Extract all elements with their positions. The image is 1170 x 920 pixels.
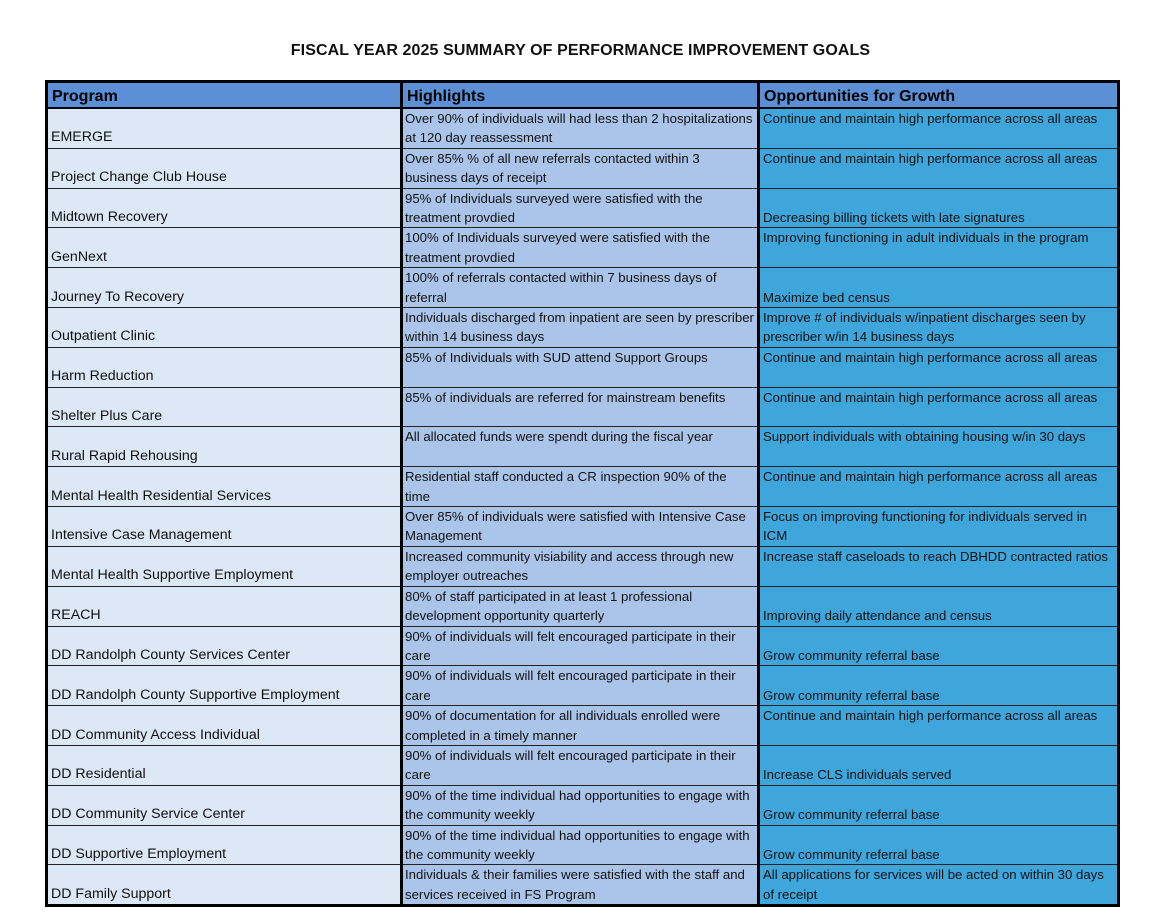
- highlight-cell: 90% of individuals will felt encouraged participate in their care: [402, 626, 759, 666]
- table-row: [47, 706, 1119, 746]
- highlight-cell: Over 85% of individuals were satisfied with Intensive Case Management: [402, 507, 759, 547]
- growth-cell: Continue and maintain high performance across all areas: [759, 706, 1119, 746]
- program-cell: Outpatient Clinic: [47, 308, 402, 348]
- growth-cell: Continue and maintain high performance across all areas: [759, 148, 1119, 188]
- program-cell: EMERGE: [47, 108, 402, 148]
- growth-cell: Focus on improving functioning for individuals served in ICM: [759, 507, 1119, 547]
- growth-cell: Improving functioning in adult individuals in the program: [759, 228, 1119, 268]
- table-row: [47, 666, 1119, 706]
- highlight-cell: 85% of individuals are referred for mainstream benefits: [402, 387, 759, 427]
- program-cell: DD Randolph County Supportive Employment: [47, 666, 402, 706]
- highlight-cell: 90% of the time individual had opportunities to engage with the community weekly: [402, 825, 759, 865]
- program-cell: Journey To Recovery: [47, 268, 402, 308]
- growth-cell: Grow community referral base: [759, 626, 1119, 666]
- highlight-cell: 85% of Individuals with SUD attend Support Groups: [402, 347, 759, 387]
- table-row: [47, 546, 1119, 586]
- table-row: [47, 148, 1119, 188]
- highlight-cell: 95% of Individuals surveyed were satisfied with the treatment provdied: [402, 188, 759, 228]
- performance-goals-table: [45, 80, 1120, 907]
- growth-cell: Improving daily attendance and census: [759, 586, 1119, 626]
- table-row: [47, 308, 1119, 348]
- table-row: [47, 507, 1119, 547]
- column-header-program: Program: [47, 82, 402, 109]
- growth-cell: Grow community referral base: [759, 825, 1119, 865]
- table-header-row: [47, 82, 1119, 109]
- program-cell: DD Community Access Individual: [47, 706, 402, 746]
- table-row: [47, 626, 1119, 666]
- highlight-cell: 90% of documentation for all individuals enrolled were completed in a timely manner: [402, 706, 759, 746]
- program-cell: Intensive Case Management: [47, 507, 402, 547]
- table-row: [47, 387, 1119, 427]
- table-row: [47, 785, 1119, 825]
- table-row: [47, 745, 1119, 785]
- growth-cell: Grow community referral base: [759, 666, 1119, 706]
- table-row: [47, 347, 1119, 387]
- highlight-cell: Over 85% % of all new referrals contacted within 3 business days of receipt: [402, 148, 759, 188]
- table-row: [47, 467, 1119, 507]
- program-cell: REACH: [47, 586, 402, 626]
- growth-cell: Continue and maintain high performance across all areas: [759, 387, 1119, 427]
- highlight-cell: 90% of individuals will felt encouraged participate in their care: [402, 745, 759, 785]
- highlight-cell: 100% of referrals contacted within 7 business days of referral: [402, 268, 759, 308]
- growth-cell: Increase staff caseloads to reach DBHDD contracted ratios: [759, 546, 1119, 586]
- highlight-cell: Individuals & their families were satisfied with the staff and services received in FS Program: [402, 865, 759, 906]
- table-body: [47, 108, 1119, 906]
- growth-cell: Decreasing billing tickets with late signatures: [759, 188, 1119, 228]
- program-cell: Project Change Club House: [47, 148, 402, 188]
- growth-cell: Maximize bed census: [759, 268, 1119, 308]
- program-cell: Shelter Plus Care: [47, 387, 402, 427]
- table-row: [47, 825, 1119, 865]
- highlight-cell: Individuals discharged from inpatient are seen by prescriber within 14 business days: [402, 308, 759, 348]
- growth-cell: Increase CLS individuals served: [759, 745, 1119, 785]
- program-cell: Harm Reduction: [47, 347, 402, 387]
- highlight-cell: Over 90% of individuals will had less than 2 hospitalizations at 120 day reassessment: [402, 108, 759, 148]
- program-cell: DD Randolph County Services Center: [47, 626, 402, 666]
- program-cell: DD Family Support: [47, 865, 402, 906]
- highlight-cell: Residential staff conducted a CR inspection 90% of the time: [402, 467, 759, 507]
- program-cell: DD Community Service Center: [47, 785, 402, 825]
- growth-cell: All applications for services will be acted on within 30 days of receipt: [759, 865, 1119, 906]
- program-cell: GenNext: [47, 228, 402, 268]
- table-row: [47, 586, 1119, 626]
- highlight-cell: 80% of staff participated in at least 1 professional development opportunity quarterly: [402, 586, 759, 626]
- column-header-highlights: Highlights: [402, 82, 759, 109]
- growth-cell: Support individuals with obtaining housing w/in 30 days: [759, 427, 1119, 467]
- column-header-growth: Opportunities for Growth: [759, 82, 1119, 109]
- document-title: FISCAL YEAR 2025 SUMMARY OF PERFORMANCE IMPROVEMENT GOALS: [290, 42, 871, 59]
- highlight-cell: Increased community visiability and access through new employer outreaches: [402, 546, 759, 586]
- program-cell: Mental Health Residential Services: [47, 467, 402, 507]
- highlight-cell: 90% of the time individual had opportunities to engage with the community weekly: [402, 785, 759, 825]
- program-cell: DD Residential: [47, 745, 402, 785]
- program-cell: Midtown Recovery: [47, 188, 402, 228]
- growth-cell: Grow community referral base: [759, 785, 1119, 825]
- program-cell: DD Supportive Employment: [47, 825, 402, 865]
- table-row: [47, 427, 1119, 467]
- program-cell: Rural Rapid Rehousing: [47, 427, 402, 467]
- highlight-cell: All allocated funds were spendt during the fiscal year: [402, 427, 759, 467]
- growth-cell: Continue and maintain high performance across all areas: [759, 347, 1119, 387]
- growth-cell: Continue and maintain high performance across all areas: [759, 108, 1119, 148]
- table-row: [47, 188, 1119, 228]
- highlight-cell: 90% of individuals will felt encouraged participate in their care: [402, 666, 759, 706]
- growth-cell: Improve # of individuals w/inpatient discharges seen by prescriber w/in 14 business days: [759, 308, 1119, 348]
- table-row: [47, 108, 1119, 148]
- table-row: [47, 865, 1119, 906]
- table-row: [47, 268, 1119, 308]
- growth-cell: Continue and maintain high performance across all areas: [759, 467, 1119, 507]
- program-cell: Mental Health Supportive Employment: [47, 546, 402, 586]
- highlight-cell: 100% of Individuals surveyed were satisfied with the treatment provdied: [402, 228, 759, 268]
- table-row: [47, 228, 1119, 268]
